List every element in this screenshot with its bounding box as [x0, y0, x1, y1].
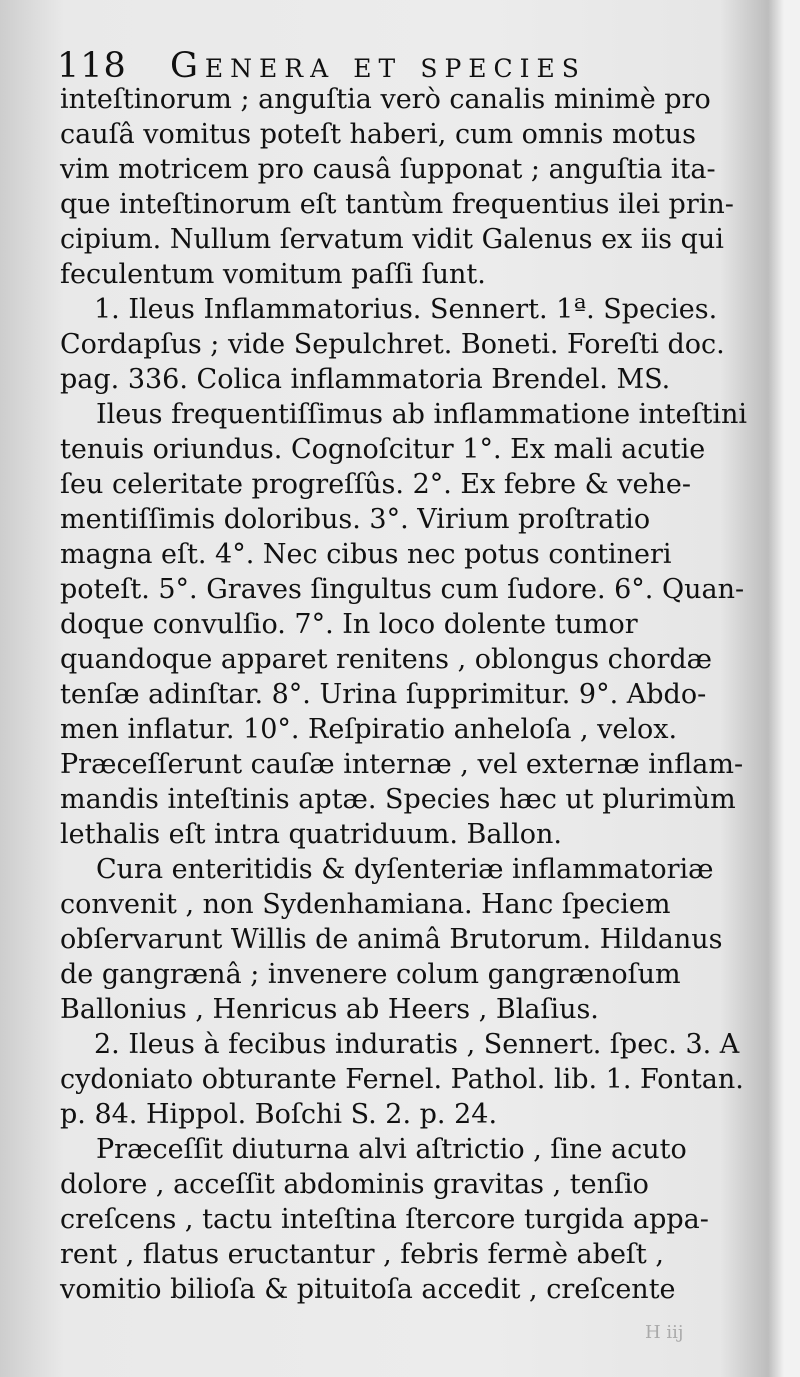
- text-line: cauſâ vomitus poteſt haberi, cum omnis motus: [60, 119, 696, 150]
- text-line: quandoque apparet renitens , oblongus chordæ: [60, 644, 713, 675]
- text-line: mentiſſimis doloribus. 3°. Virium proſtratio: [60, 504, 651, 535]
- text-line: Ballonius , Henricus ab Heers , Blaſius.: [60, 994, 599, 1025]
- text-line: men inflatur. 10°. Reſpiratio anheloſa , velox.: [60, 714, 678, 745]
- text-line: tenuis oriundus. Cognoſcitur 1°. Ex mali acutie: [60, 434, 706, 465]
- text-line: magna eſt. 4°. Nec cibus nec potus contineri: [60, 539, 672, 570]
- text-line: creſcens , tactu inteſtina ſtercore turgida appa-: [60, 1204, 709, 1235]
- text-line: de gangrænâ ; invenere colum gangrænoſum: [60, 959, 681, 990]
- text-line: poteſt. 5°. Graves ſingultus cum ſudore. 6°. Quan-: [60, 574, 745, 605]
- page-header: [57, 46, 697, 86]
- text-line: pag. 336. Colica inflammatoria Brendel. MS.: [60, 364, 671, 395]
- species-heading-1: 1. Ileus Inflammatorius. Sennert. 1ª. Species.: [94, 294, 718, 325]
- body-text: [60, 82, 748, 1307]
- text-line: tenſæ adinſtar. 8°. Urina ſupprimitur. 9°. Abdo-: [60, 679, 707, 710]
- text-line: Cordapſus ; vide Sepulchret. Boneti. Foreſti doc.: [60, 329, 725, 360]
- text-line: mandis inteſtinis aptæ. Species hæc ut plurimùm: [60, 784, 736, 815]
- text-line: rent , flatus eructantur , febris fermè abeſt ,: [60, 1239, 664, 1270]
- text-line: doque convulſio. 7°. In loco dolente tumor: [60, 609, 638, 640]
- text-line: Præceſſit diuturna alvi aſtrictio , ſine acuto: [96, 1134, 687, 1165]
- text-line: convenit , non Sydenhamiana. Hanc ſpeciem: [60, 889, 671, 920]
- text-line: vim motricem pro causâ ſupponat ; anguſtia ita-: [60, 154, 716, 185]
- text-line: inteſtinorum ; anguſtia verò canalis minimè pro: [60, 84, 711, 115]
- text-line: p. 84. Hippol. Boſchi S. 2. p. 24.: [60, 1099, 498, 1130]
- text-line: vomitio bilioſa & pituitoſa accedit , creſcente: [60, 1274, 676, 1305]
- running-title: Genera et species: [169, 46, 586, 86]
- page-number: 118: [57, 46, 127, 86]
- signature-mark: H iij: [645, 1322, 684, 1343]
- text-line: que inteſtinorum eſt tantùm frequentius ilei prin-: [60, 189, 734, 220]
- text-line: cydoniato obturante Fernel. Pathol. lib. 1. Fontan.: [60, 1064, 744, 1095]
- species-heading-2: 2. Ileus à fecibus induratis , Sennert. ſpec. 3. A: [94, 1029, 740, 1060]
- text-line: lethalis eſt intra quatriduum. Ballon.: [60, 819, 562, 850]
- text-line: feculentum vomitum paſſi ſunt.: [60, 259, 486, 290]
- text-line: ſeu celeritate progreſſûs. 2°. Ex febre & vehe-: [60, 469, 691, 500]
- text-line: cipium. Nullum ſervatum vidit Galenus ex iis qui: [60, 224, 724, 255]
- text-line: Præceſſerunt cauſæ internæ , vel externæ inflam-: [60, 749, 744, 780]
- text-line: obſervarunt Willis de animâ Brutorum. Hildanus: [60, 924, 723, 955]
- text-line: Ileus frequentiſſimus ab inflammatione inteſtini: [96, 399, 748, 430]
- text-line: Cura enteritidis & dyſenteriæ inflammatoriæ: [96, 854, 714, 885]
- text-line: dolore , acceſſit abdominis gravitas , tenſio: [60, 1169, 649, 1200]
